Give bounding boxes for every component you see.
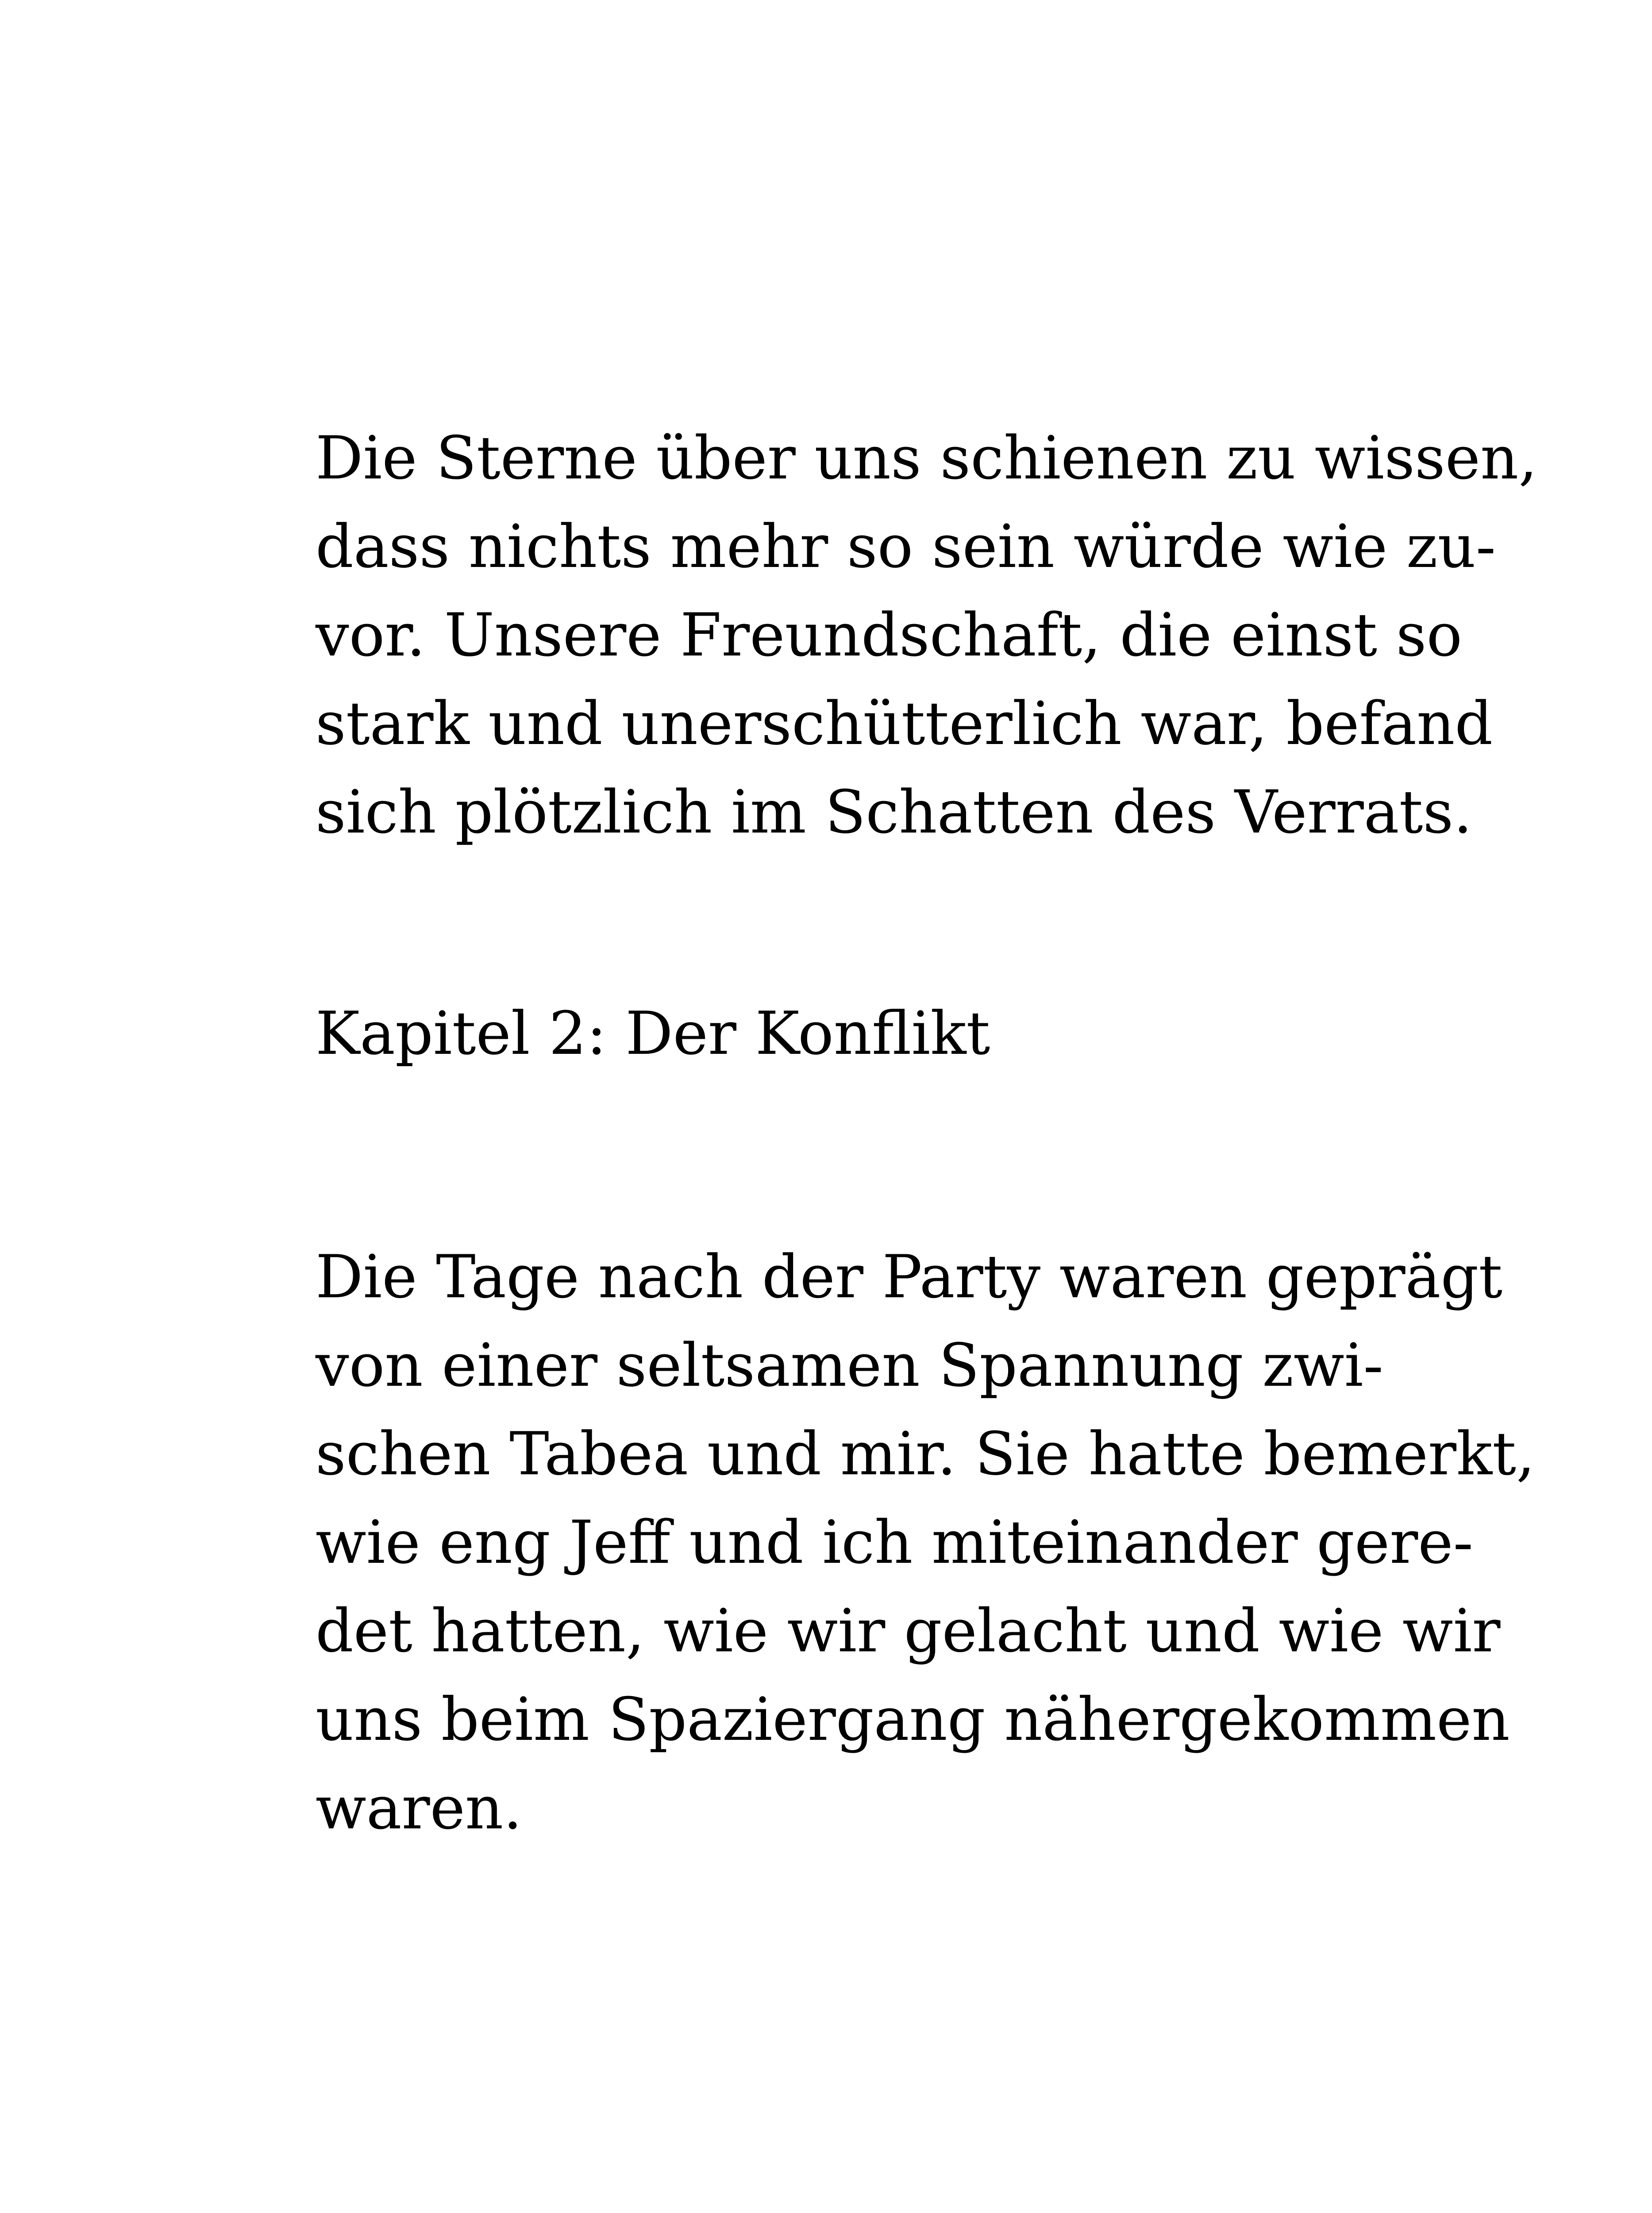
- paragraph-line: det hatten, wie wir gelacht und wie wir: [316, 1596, 1501, 1666]
- paragraph-line: Die Sterne über uns schienen zu wissen,: [316, 424, 1537, 493]
- paragraph-line: sich plötzlich im Schatten des Verrats.: [316, 778, 1472, 847]
- paragraph-line: von einer seltsamen Spannung zwi-: [316, 1331, 1383, 1400]
- paragraph-line: waren.: [316, 1773, 522, 1843]
- paragraph-line: vor. Unsere Freundschaft, die einst so: [316, 601, 1463, 670]
- paragraph-line: uns beim Spaziergang nähergekommen: [316, 1685, 1510, 1754]
- paragraph-line: wie eng Jeff und ich miteinander gere-: [316, 1508, 1473, 1577]
- paragraph-line: stark und unerschütterlich war, befand: [316, 689, 1493, 758]
- paragraph-line: dass nichts mehr so sein würde wie zu-: [316, 512, 1496, 581]
- chapter-heading: Kapitel 2: Der Konflikt: [316, 999, 990, 1068]
- paragraph-line: Die Tage nach der Party waren geprägt: [316, 1242, 1503, 1311]
- paragraph-line: schen Tabea und mir. Sie hatte bemerkt,: [316, 1419, 1535, 1488]
